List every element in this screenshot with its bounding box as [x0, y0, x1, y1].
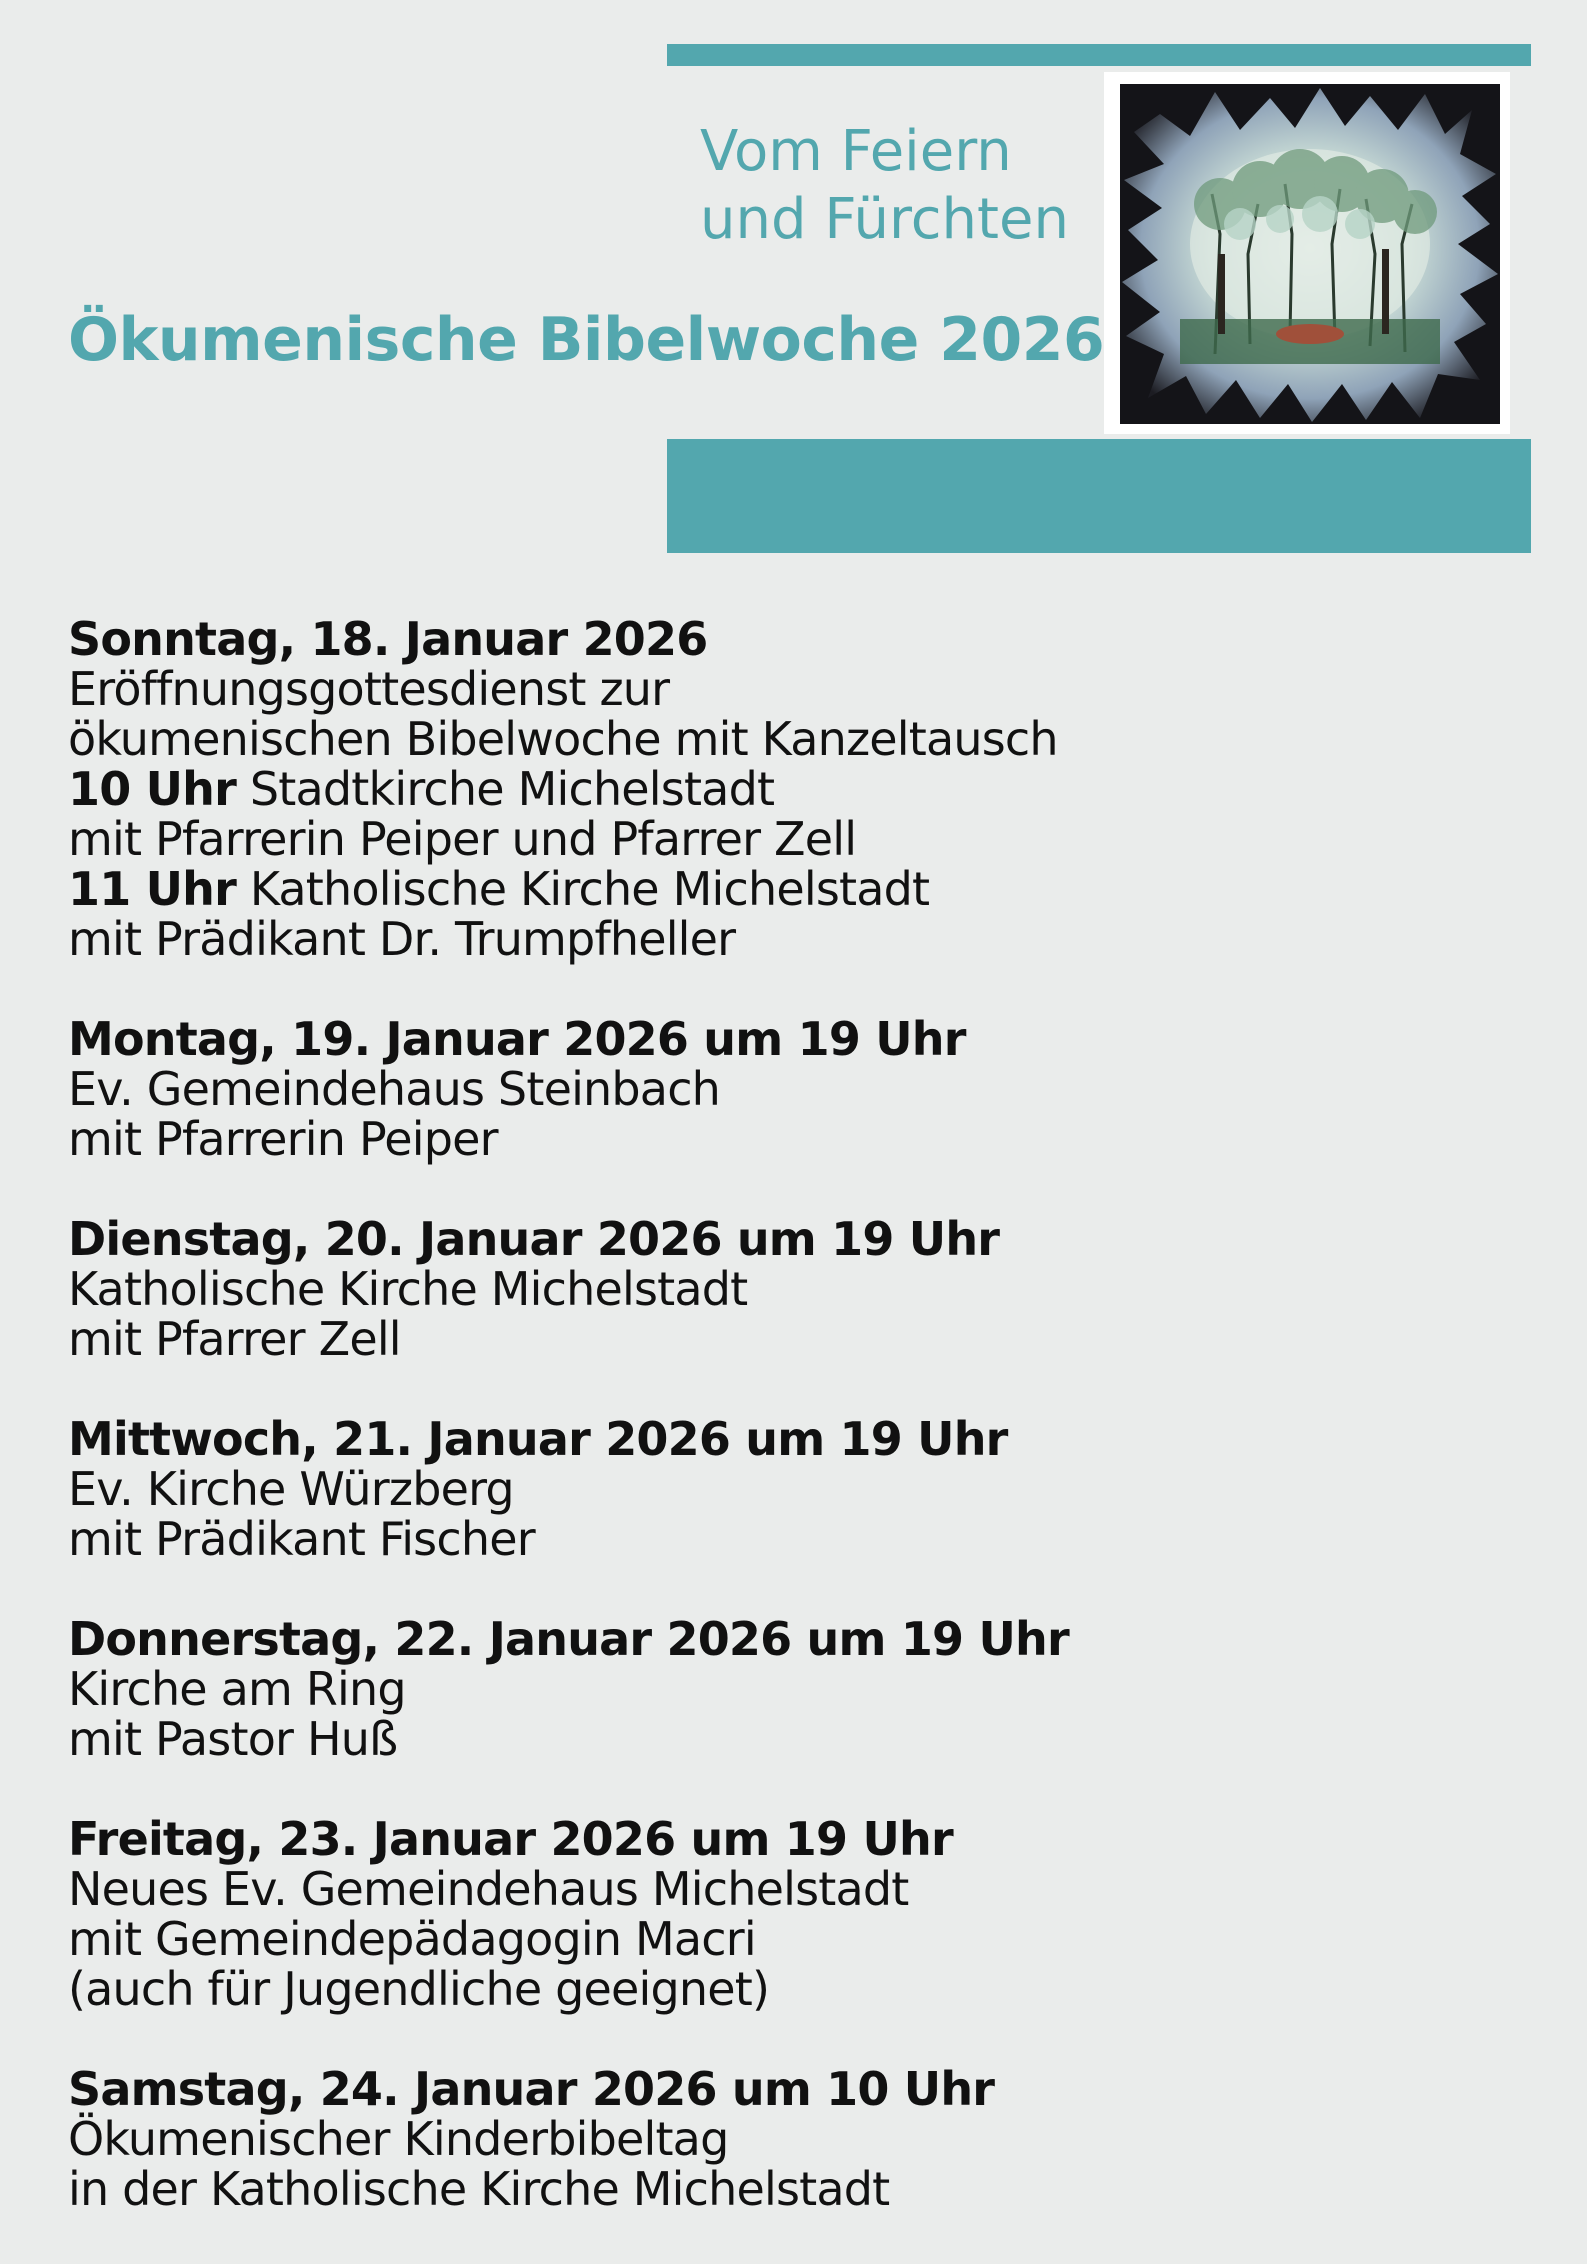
- event-host: mit Pfarrerin Peiper: [68, 1112, 498, 1166]
- painting-of-trees-icon: [1120, 84, 1500, 424]
- event-saturday: [68, 2064, 1518, 2214]
- event-host: mit Pastor Huß: [68, 1712, 398, 1766]
- event-description: Eröffnungsgottesdienst zur: [68, 662, 670, 716]
- event-host: mit Pfarrerin Peiper und Pfarrer Zell: [68, 812, 857, 866]
- event-sunday: [68, 614, 1518, 964]
- event-heading: Freitag, 23. Januar 2026 um 19 Uhr: [68, 1812, 953, 1866]
- event-friday: [68, 1814, 1518, 2014]
- event-tuesday: [68, 1214, 1518, 1364]
- page-title: Ökumenische Bibelwoche 2026: [68, 305, 1105, 375]
- event-location: Stadtkirche Michelstadt: [236, 762, 775, 816]
- event-location: Kirche am Ring: [68, 1662, 406, 1716]
- event-time: 11 Uhr: [68, 862, 237, 916]
- event-host: mit Prädikant Fischer: [68, 1512, 535, 1566]
- event-monday: [68, 1014, 1518, 1164]
- event-location: Ev. Kirche Würzberg: [68, 1462, 514, 1516]
- event-heading: Montag, 19. Januar 2026 um 19 Uhr: [68, 1012, 966, 1066]
- event-schedule: [68, 614, 1518, 2264]
- event-location: Ev. Gemeindehaus Steinbach: [68, 1062, 721, 1116]
- top-accent-bar: [667, 44, 1531, 66]
- event-service-1: [68, 764, 1518, 814]
- subtitle-line-2: und Fürchten: [700, 187, 1069, 252]
- event-heading: Donnerstag, 22. Januar 2026 um 19 Uhr: [68, 1612, 1069, 1666]
- artwork-frame: [1104, 72, 1510, 434]
- event-heading: Sonntag, 18. Januar 2026: [68, 612, 708, 666]
- event-heading: Dienstag, 20. Januar 2026 um 19 Uhr: [68, 1212, 1000, 1266]
- event-service-2: [68, 864, 1518, 914]
- event-location: Katholische Kirche Michelstadt: [236, 862, 930, 916]
- bottom-accent-bar: [667, 439, 1531, 553]
- event-location: Katholische Kirche Michelstadt: [68, 1262, 748, 1316]
- event-thursday: [68, 1614, 1518, 1764]
- event-description: Ökumenischer Kinderbibeltag: [68, 2112, 729, 2166]
- subtitle: [700, 118, 1100, 254]
- event-description: ökumenischen Bibelwoche mit Kanzeltausch: [68, 712, 1058, 766]
- event-host: mit Gemeindepädagogin Macri: [68, 1912, 756, 1966]
- subtitle-line-1: Vom Feiern: [700, 119, 1012, 184]
- event-wednesday: [68, 1414, 1518, 1564]
- event-location: in der Katholische Kirche Michelstadt: [68, 2162, 890, 2216]
- event-heading: Mittwoch, 21. Januar 2026 um 19 Uhr: [68, 1412, 1008, 1466]
- event-location: Neues Ev. Gemeindehaus Michelstadt: [68, 1862, 909, 1916]
- event-note: (auch für Jugendliche geeignet): [68, 1962, 770, 2016]
- event-host: mit Prädikant Dr. Trumpfheller: [68, 912, 736, 966]
- event-host: mit Pfarrer Zell: [68, 1312, 401, 1366]
- event-time: 10 Uhr: [68, 762, 237, 816]
- event-heading: Samstag, 24. Januar 2026 um 10 Uhr: [68, 2062, 995, 2116]
